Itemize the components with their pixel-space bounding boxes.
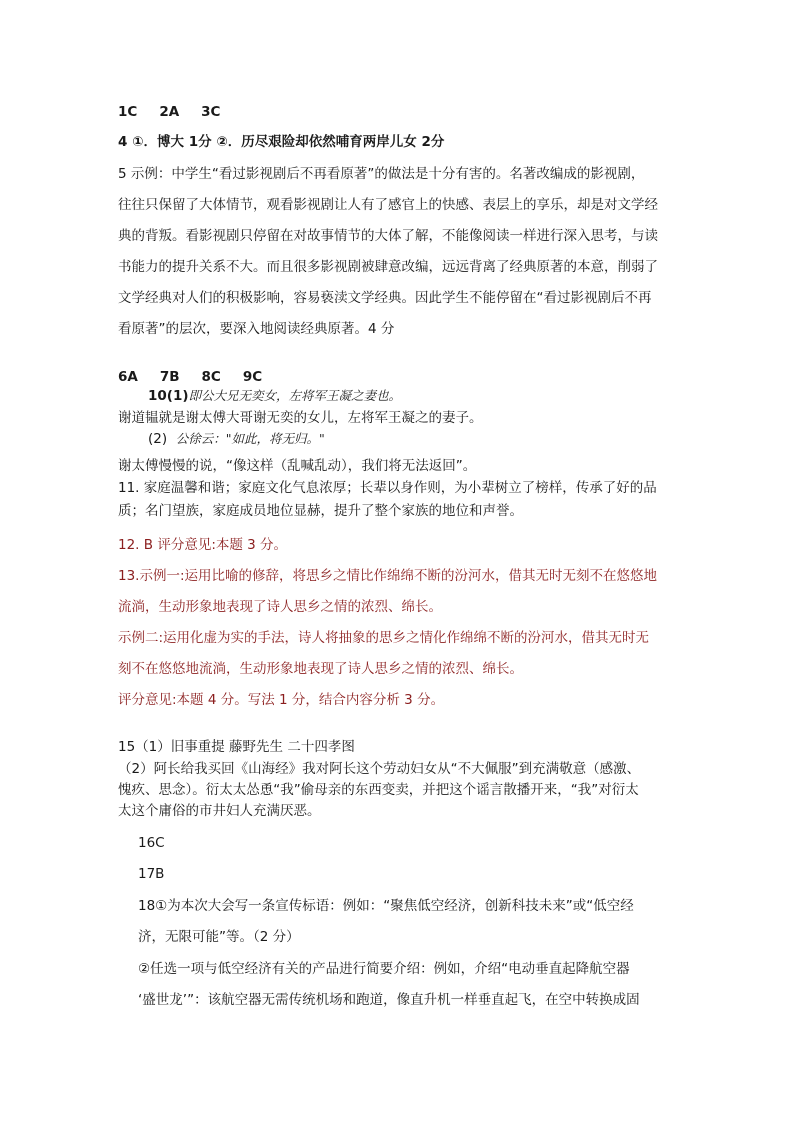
answers-6-9: 6A 7B 8C 9C bbox=[118, 369, 263, 385]
answer-12: 12. B 评分意见:本题 3 分。 bbox=[118, 537, 288, 553]
answers-1-3: 1C 2A 3C bbox=[118, 104, 221, 120]
answer-sheet-page: 1C 2A 3C 4 ①．博大 1分 ②．历尽艰险却依然哺育两岸儿女 2分 5 示例：中学生“看过影视剧后不再看原著”的做法是十分有害的。名著改编成的影视剧， 往往只保留了大体情节，观看影视剧让人有了感官上的快感、表层上的享乐，却是对文学经 典的背叛。看影视剧只停留在对故事情节的大体了解，不能像阅读一样进行深入思考，与读 书能力的提升关系不大。而且很多影视剧被肆意改编，远远背离了经典原著的本意，削弱了 文学经典对人们的积极影响，容易亵渎文学经典。因此学生不能停留在“看过影视剧后不再 看原著”的层次，要深入地阅读经典原著。4 分 6A 7B 8C 9C 10(1)即公大兄无奕女，左将军王凝之妻也。 谢道韫就是谢太傅大哥谢无奕的女儿，左将军王凝之的妻子。 (2) 公徐云："如此，将无归。" 谢太傅慢慢的说，“像这样（乱喊乱动），我们将无法返回”。 11. 家庭温馨和谐；家庭文化气息浓厚；长辈以身作则，为小辈树立了榜样，传承了好的品 质；名门望族，家庭成员地位显赫，提升了整个家族的地位和声誉。 12. B 评分意见:本题 3 分。 13.示例一:运用比喻的修辞，将思乡之情比作绵绵不断的汾河水，借其无时无刻不在悠悠地 流淌，生动形象地表现了诗人思乡之情的浓烈、绵长。 示例二:运用化虚为实的手法，诗人将抽象的思乡之情化作绵绵不断的汾河水，借其无时无 刻不在悠悠地流淌，生动形象地表现了诗人思乡之情的浓烈、绵长。 评分意见:本题 4 分。写法 1 分，结合内容分析 3 分。 15（1）旧事重提 藤野先生 二十四孝图 （2）阿长给我买回《山海经》我对阿长这个劳动妇女从“不大佩服”到充满敬意（感激、 愧疚、思念）。衍太太怂恿“我”偷母亲的东西变卖，并把这个谣言散播开来，“我”对衍太 太这个庸俗的市井妇人充满厌恶。 16C 17B 18①为本次大会写一条宣传标语：例如：“聚焦低空经济，创新科技未来”或“低空经 济，无限可能”等。（2 分） ②任选一项与低空经济有关的产品进行简要介绍：例如，介绍“电动垂直起降航空器 ‘盛世龙’”：该航空器无需传统机场和跑道，像直升机一样垂直起飞，在空中转换成固 bbox=[118, 104, 658, 1008]
answer-17: 17B bbox=[138, 866, 165, 882]
answer-4: 4 ①．博大 1分 ②．历尽艰险却依然哺育两岸儿女 2分 bbox=[118, 134, 445, 150]
answer-16: 16C bbox=[138, 835, 165, 851]
